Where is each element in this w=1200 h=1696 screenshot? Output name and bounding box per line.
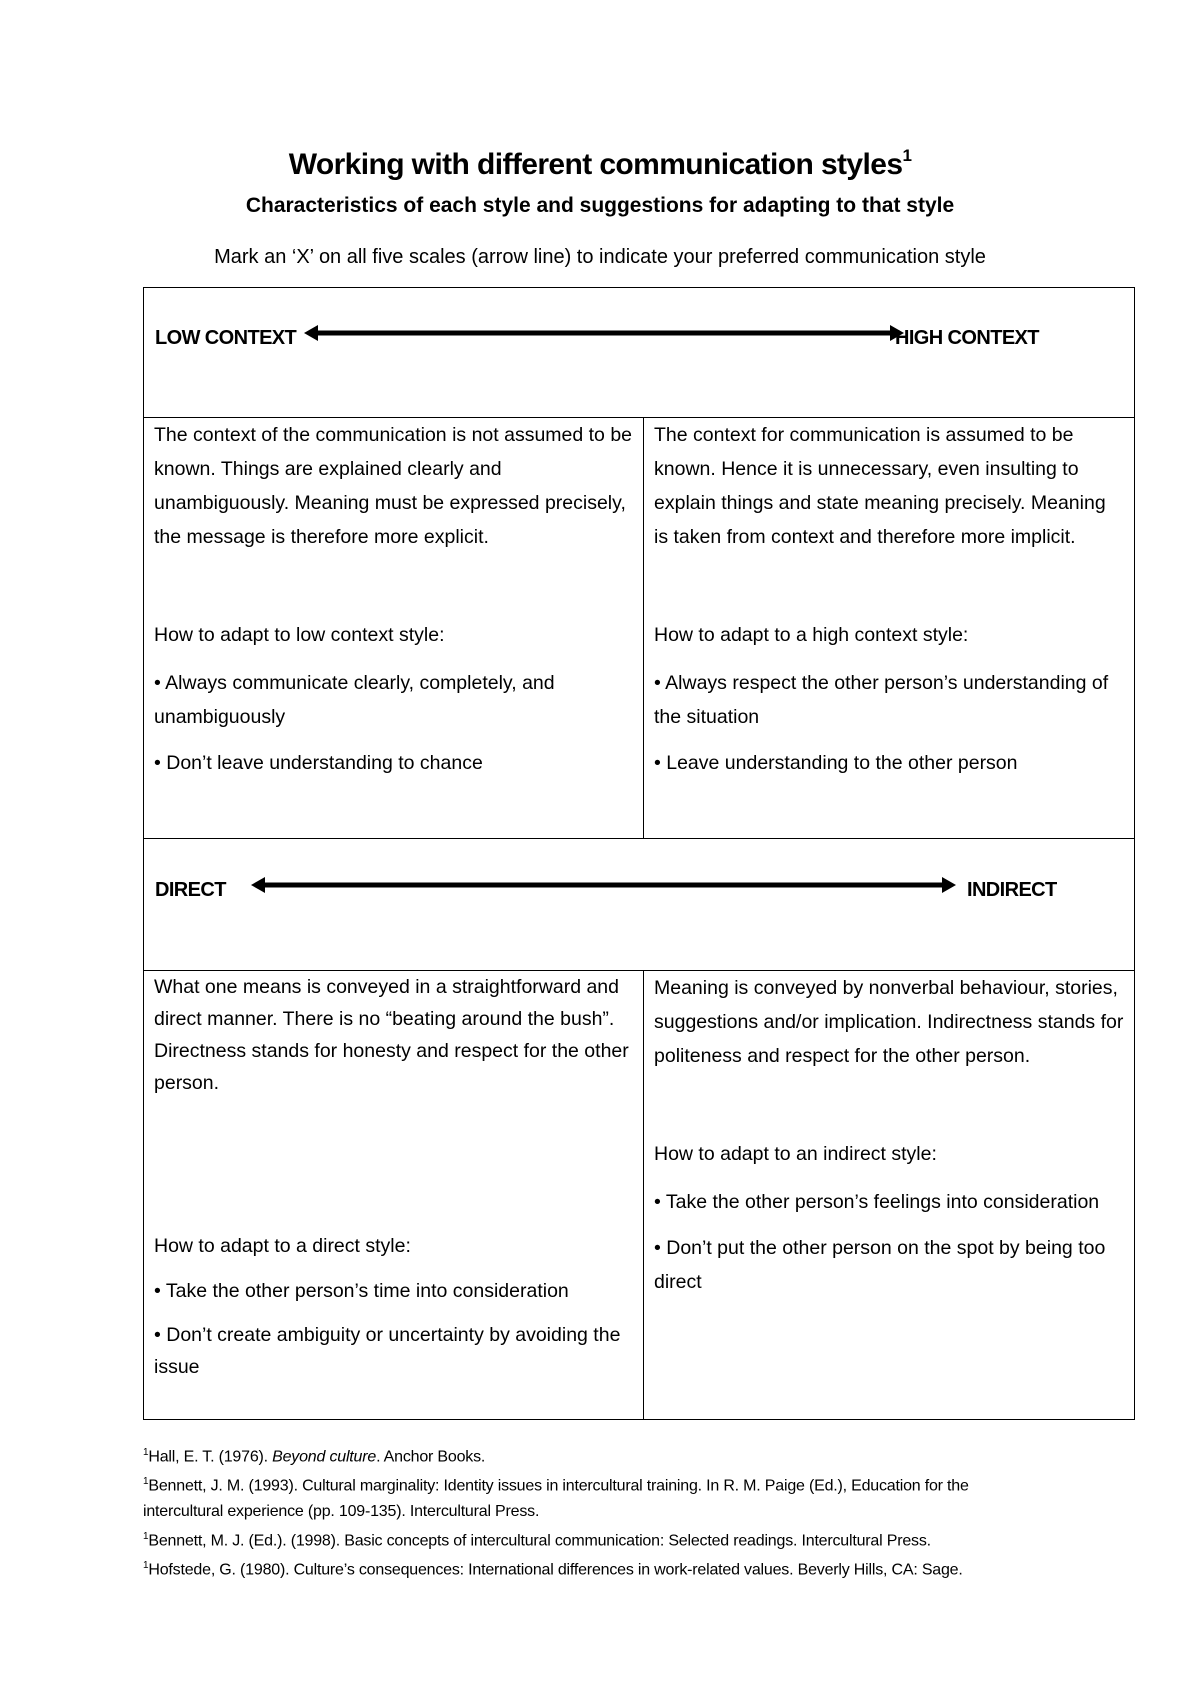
scale-row-context: [144, 288, 1135, 418]
footnote-text: Bennett, J. M. (1993). Cultural marginality: Identity issues in intercultural training. In R. M. Paige (Ed.), Education for the intercultural experience (pp. 109-135). Intercultural Press.: [143, 1477, 969, 1520]
scale-label-direct: DIRECT: [155, 879, 226, 901]
description-row-directness: [144, 971, 1135, 1420]
high-context-adapt-heading: How to adapt to a high context style:: [654, 624, 969, 646]
page-title-text: Working with different communication styles: [288, 148, 903, 181]
page-title: [0, 148, 1200, 182]
communication-styles-table: [143, 287, 1135, 1420]
footnote-mark: 1: [143, 1476, 149, 1488]
description-row-context: [144, 418, 1135, 839]
indirect-cell: [644, 971, 1135, 1420]
direct-bullet: • Don’t create ambiguity or uncertainty by avoiding the issue: [154, 1324, 621, 1378]
footnote: [143, 1524, 1043, 1553]
scale-cell-context: [144, 288, 1135, 418]
footnote: [143, 1440, 1043, 1469]
arrow-head-left: [251, 877, 265, 893]
low-context-adapt-heading: How to adapt to low context style:: [154, 624, 445, 646]
footnote: [143, 1469, 1043, 1523]
footnote-mark: 1: [143, 1559, 149, 1571]
high-context-bullet: • Always respect the other person’s understanding of the situation: [654, 672, 1109, 728]
indirect-adapt-heading: How to adapt to an indirect style:: [654, 1143, 937, 1165]
footnote-text: Hofstede, G. (1980). Culture’s consequences: International differences in work-related values. Beverly Hills, CA: Sage.: [148, 1561, 963, 1579]
scale-label-high-context: HIGH CONTEXT: [895, 327, 1039, 349]
low-context-description: The context of the communication is not assumed to be known. Things are explained clearly and unambiguously. Meaning must be expressed precisely, the message is therefore more explicit.: [154, 424, 633, 548]
direct-bullet: • Take the other person’s time into consideration: [154, 1280, 569, 1302]
direct-cell: [144, 971, 644, 1420]
context-scale-arrow[interactable]: [304, 322, 904, 344]
title-footnote-mark: 1: [902, 146, 912, 165]
arrow-head-left: [304, 325, 318, 341]
page-subtitle: Characteristics of each style and suggestions for adapting to that style: [245, 194, 955, 217]
footnote-text: Bennett, M. J. (Ed.). (1998). Basic concepts of intercultural communication: Selected readings. Intercultural Press.: [148, 1531, 931, 1549]
low-context-bullet: • Always communicate clearly, completely, and unambiguously: [154, 672, 555, 728]
indirect-bullet: • Don’t put the other person on the spot by being too direct: [654, 1237, 1106, 1293]
indirect-bullet: • Take the other person’s feelings into consideration: [654, 1191, 1100, 1213]
direct-description: What one means is conveyed in a straightforward and direct manner. There is no “beating around the bush”. Directness stands for honesty and respect for the other person.: [154, 976, 629, 1094]
direct-adapt-heading: How to adapt to a direct style:: [154, 1235, 411, 1257]
footnote-text: Hall, E. T. (1976).: [148, 1448, 273, 1466]
scale-cell-directness: [144, 839, 1135, 971]
high-context-description: The context for communication is assumed to be known. Hence it is unnecessary, even insulting to explain things and state meaning precisely. Meaning is taken from context and therefore more implicit.: [654, 424, 1106, 548]
indirect-description: Meaning is conveyed by nonverbal behaviour, stories, suggestions and/or implication. Indirectness stands for politeness and respect for the other person.: [654, 977, 1124, 1067]
footnotes: [143, 1440, 1043, 1582]
low-context-cell: [144, 418, 644, 839]
low-context-bullet: • Don’t leave understanding to chance: [154, 752, 483, 774]
high-context-bullet: • Leave understanding to the other person: [654, 752, 1018, 774]
arrow-head-right: [942, 877, 956, 893]
footnote-mark: 1: [143, 1530, 149, 1542]
footnote: [143, 1553, 1043, 1582]
high-context-cell: [644, 418, 1135, 839]
instruction-text: Mark an ‘X’ on all five scales (arrow line) to indicate your preferred communication style: [214, 246, 986, 268]
footnote-text-after: . Anchor Books.: [376, 1448, 486, 1466]
footnote-mark: 1: [143, 1447, 149, 1458]
scale-row-directness: [144, 839, 1135, 971]
scale-label-indirect: INDIRECT: [967, 879, 1057, 901]
footnote-italic: Beyond culture: [272, 1448, 377, 1466]
directness-scale-arrow[interactable]: [251, 874, 956, 896]
scale-label-low-context: LOW CONTEXT: [155, 327, 297, 349]
